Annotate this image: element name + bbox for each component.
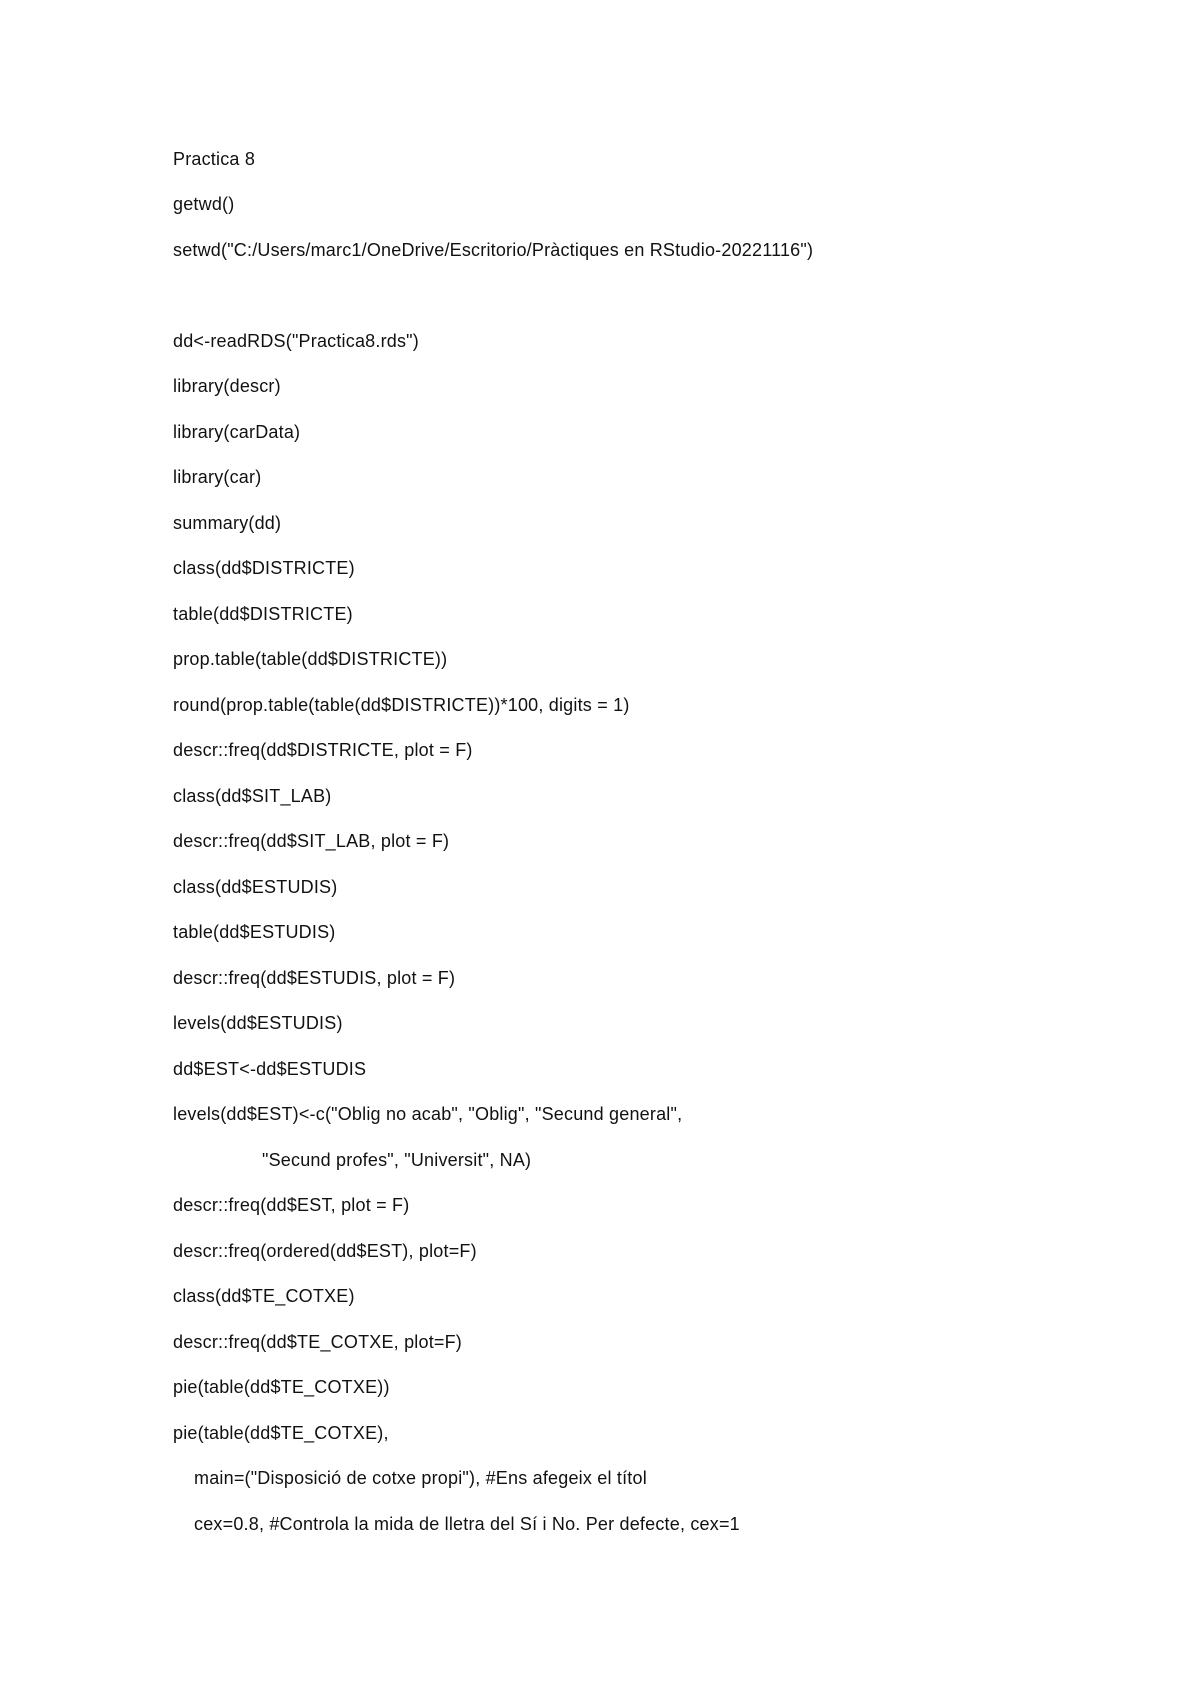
code-line: cex=0.8, #Controla la mida de lletra del Sí i No. Per defecte, cex=1 [194,1514,740,1534]
code-line: descr::freq(dd$ESTUDIS, plot = F) [173,968,456,988]
code-line: main=("Disposició de cotxe propi"), #Ens afegeix el títol [194,1468,647,1488]
code-line: descr::freq(dd$DISTRICTE, plot = F) [173,740,473,760]
code-line: library(carData) [173,422,301,442]
code-line: setwd("C:/Users/marc1/OneDrive/Escritorio/Pràctiques en RStudio-20221116") [173,240,814,260]
code-line: class(dd$ESTUDIS) [173,877,338,897]
code-line: getwd() [173,194,235,214]
code-line: descr::freq(dd$SIT_LAB, plot = F) [173,831,450,851]
code-line: table(dd$ESTUDIS) [173,922,336,942]
code-line: levels(dd$EST)<-c("Oblig no acab", "Oblig", "Secund general", [173,1104,683,1124]
code-line: library(descr) [173,376,281,396]
code-line: table(dd$DISTRICTE) [173,604,353,624]
code-line: summary(dd) [173,513,282,533]
code-line: class(dd$SIT_LAB) [173,786,332,806]
code-line: dd$EST<-dd$ESTUDIS [173,1059,367,1079]
code-line: prop.table(table(dd$DISTRICTE)) [173,649,448,669]
code-line: round(prop.table(table(dd$DISTRICTE))*100, digits = 1) [173,695,630,715]
code-line: pie(table(dd$TE_COTXE), [173,1423,389,1443]
code-line: descr::freq(dd$TE_COTXE, plot=F) [173,1332,463,1352]
code-line: descr::freq(ordered(dd$EST), plot=F) [173,1241,477,1261]
code-line: dd<-readRDS("Practica8.rds") [173,331,419,351]
code-line: library(car) [173,467,262,487]
code-line: descr::freq(dd$EST, plot = F) [173,1195,410,1215]
code-line: class(dd$DISTRICTE) [173,558,355,578]
code-line: "Secund profes", "Universit", NA) [262,1150,532,1170]
code-line: pie(table(dd$TE_COTXE)) [173,1377,390,1397]
code-line: class(dd$TE_COTXE) [173,1286,355,1306]
code-line: levels(dd$ESTUDIS) [173,1013,343,1033]
document-title: Practica 8 [173,149,256,169]
